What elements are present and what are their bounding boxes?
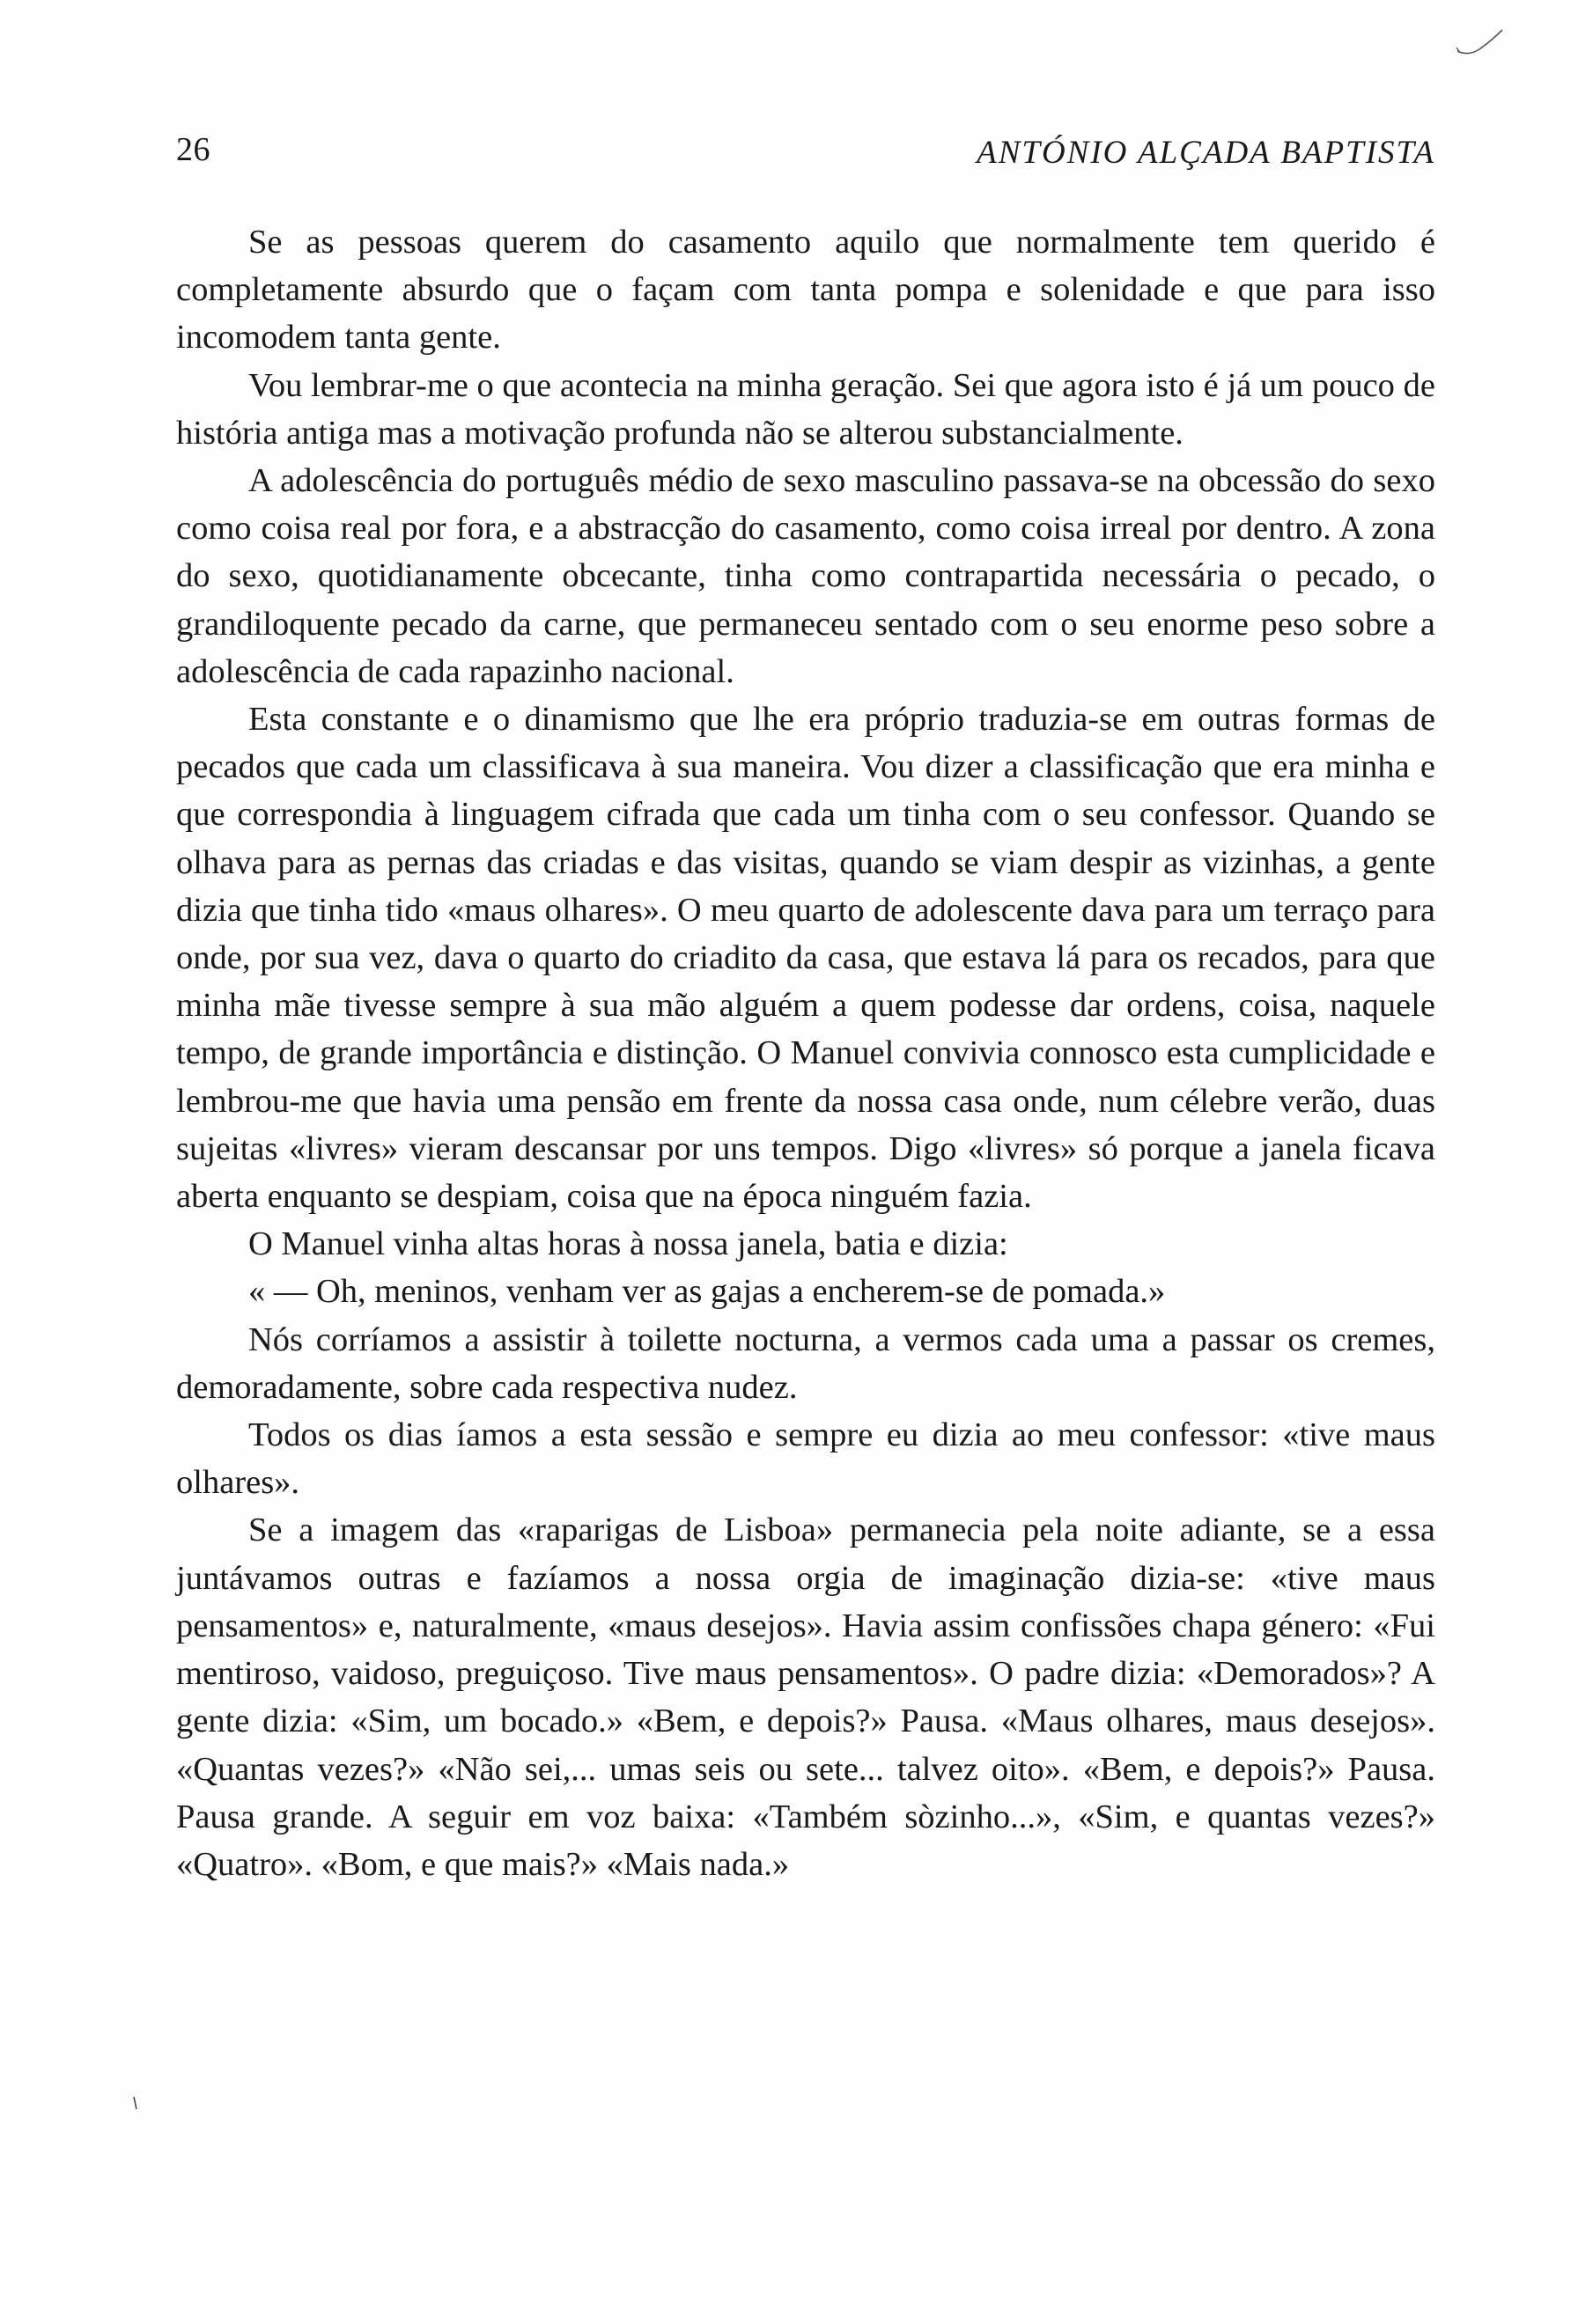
paragraph: Esta constante e o dinamismo que lhe era próprio traduzia-se em outras formas de pecados que cada um classificava à sua maneira. Vou dizer a classificação que era minha e que correspondia à linguagem cifrada que cada um tinha com o seu confessor. Quando se olhava para as pernas das criadas e das visitas, quando se viam despir as vizinhas, a gente dizia que tinha tido «maus olhares». O meu quarto de adolescente dava para um terraço para onde, por sua vez, dava o quarto do criadito da casa, que estava lá para os recados, para que minha mãe tivesse sempre à sua mão alguém a quem podesse dar ordens, coisa, naquele tempo, de grande importância e distinção. O Manuel convivia connosco esta cumplicidade e lembrou-me que havia uma pensão em frente da nossa casa onde, num célebre verão, duas sujeitas «livres» vieram descansar por uns tempos. Digo «livres» só porque a janela ficava aberta enquanto se despiam, coisa que na época ninguém fazia. bbox=[176, 701, 1435, 1216]
page-number: 26 bbox=[176, 131, 210, 168]
pencil-mark-icon bbox=[1453, 26, 1506, 62]
paragraph: Nós corríamos a assistir à toilette nocturna, a vermos cada uma a passar os cremes, demoradamente, sobre cada respectiva nudez. bbox=[176, 1320, 1435, 1406]
body-text bbox=[176, 218, 1435, 1888]
running-head-author: ANTÓNIO ALÇADA BAPTISTA bbox=[977, 135, 1435, 171]
paragraph: A adolescência do português médio de sexo masculino passava-se na obcessão do sexo como coisa real por fora, e a abstracção do casamento, como coisa irreal por dentro. A zona do sexo, quotidianamente obcecante, tinha como contrapartida necessária o pecado, o grandiloquente pecado da carne, que permaneceu sentado com o seu enorme peso sobre a adolescência de cada rapazinho nacional. bbox=[176, 462, 1435, 690]
paragraph: Se as pessoas querem do casamento aquilo que normalmente tem querido é completamente absurdo que o façam com tanta pompa e solenidade e que para isso incomodem tanta gente. bbox=[176, 224, 1435, 357]
paragraph: Todos os dias íamos a esta sessão e sempre eu dizia ao meu confessor: «tive maus olhares». bbox=[176, 1416, 1435, 1502]
paragraph: Vou lembrar-me o que acontecia na minha geração. Sei que agora isto é já um pouco de história antiga mas a motivação profunda não se alterou substancialmente. bbox=[176, 366, 1435, 452]
paragraph: « — Oh, meninos, venham ver as gajas a encherem-se de pomada.» bbox=[248, 1273, 1166, 1311]
margin-tick-icon bbox=[132, 2095, 139, 2113]
page-header bbox=[176, 130, 1435, 183]
paragraph: Se a imagem das «raparigas de Lisboa» permanecia pela noite adiante, se a essa juntávamos outras e fazíamos a nossa orgia de imaginação dizia-se: «tive maus pensamentos» e, naturalmente, «maus desejos». Havia assim confissões chapa género: «Fui mentiroso, vaidoso, preguiçoso. Tive maus pensamentos». O padre dizia: «Demorados»? A gente dizia: «Sim, um bocado.» «Bem, e depois?» Pausa. «Maus olhares, maus desejos». «Quantas vezes?» «Não sei,... umas seis ou sete... talvez oito». «Bem, e depois?» Pausa. Pausa grande. A seguir em voz baixa: «Também sòzinho...», «Sim, e quantas vezes?» «Quatro». «Bom, e que mais?» «Mais nada.» bbox=[176, 1511, 1435, 1883]
paragraph: O Manuel vinha altas horas à nossa janela, batia e dizia: bbox=[248, 1225, 1008, 1263]
